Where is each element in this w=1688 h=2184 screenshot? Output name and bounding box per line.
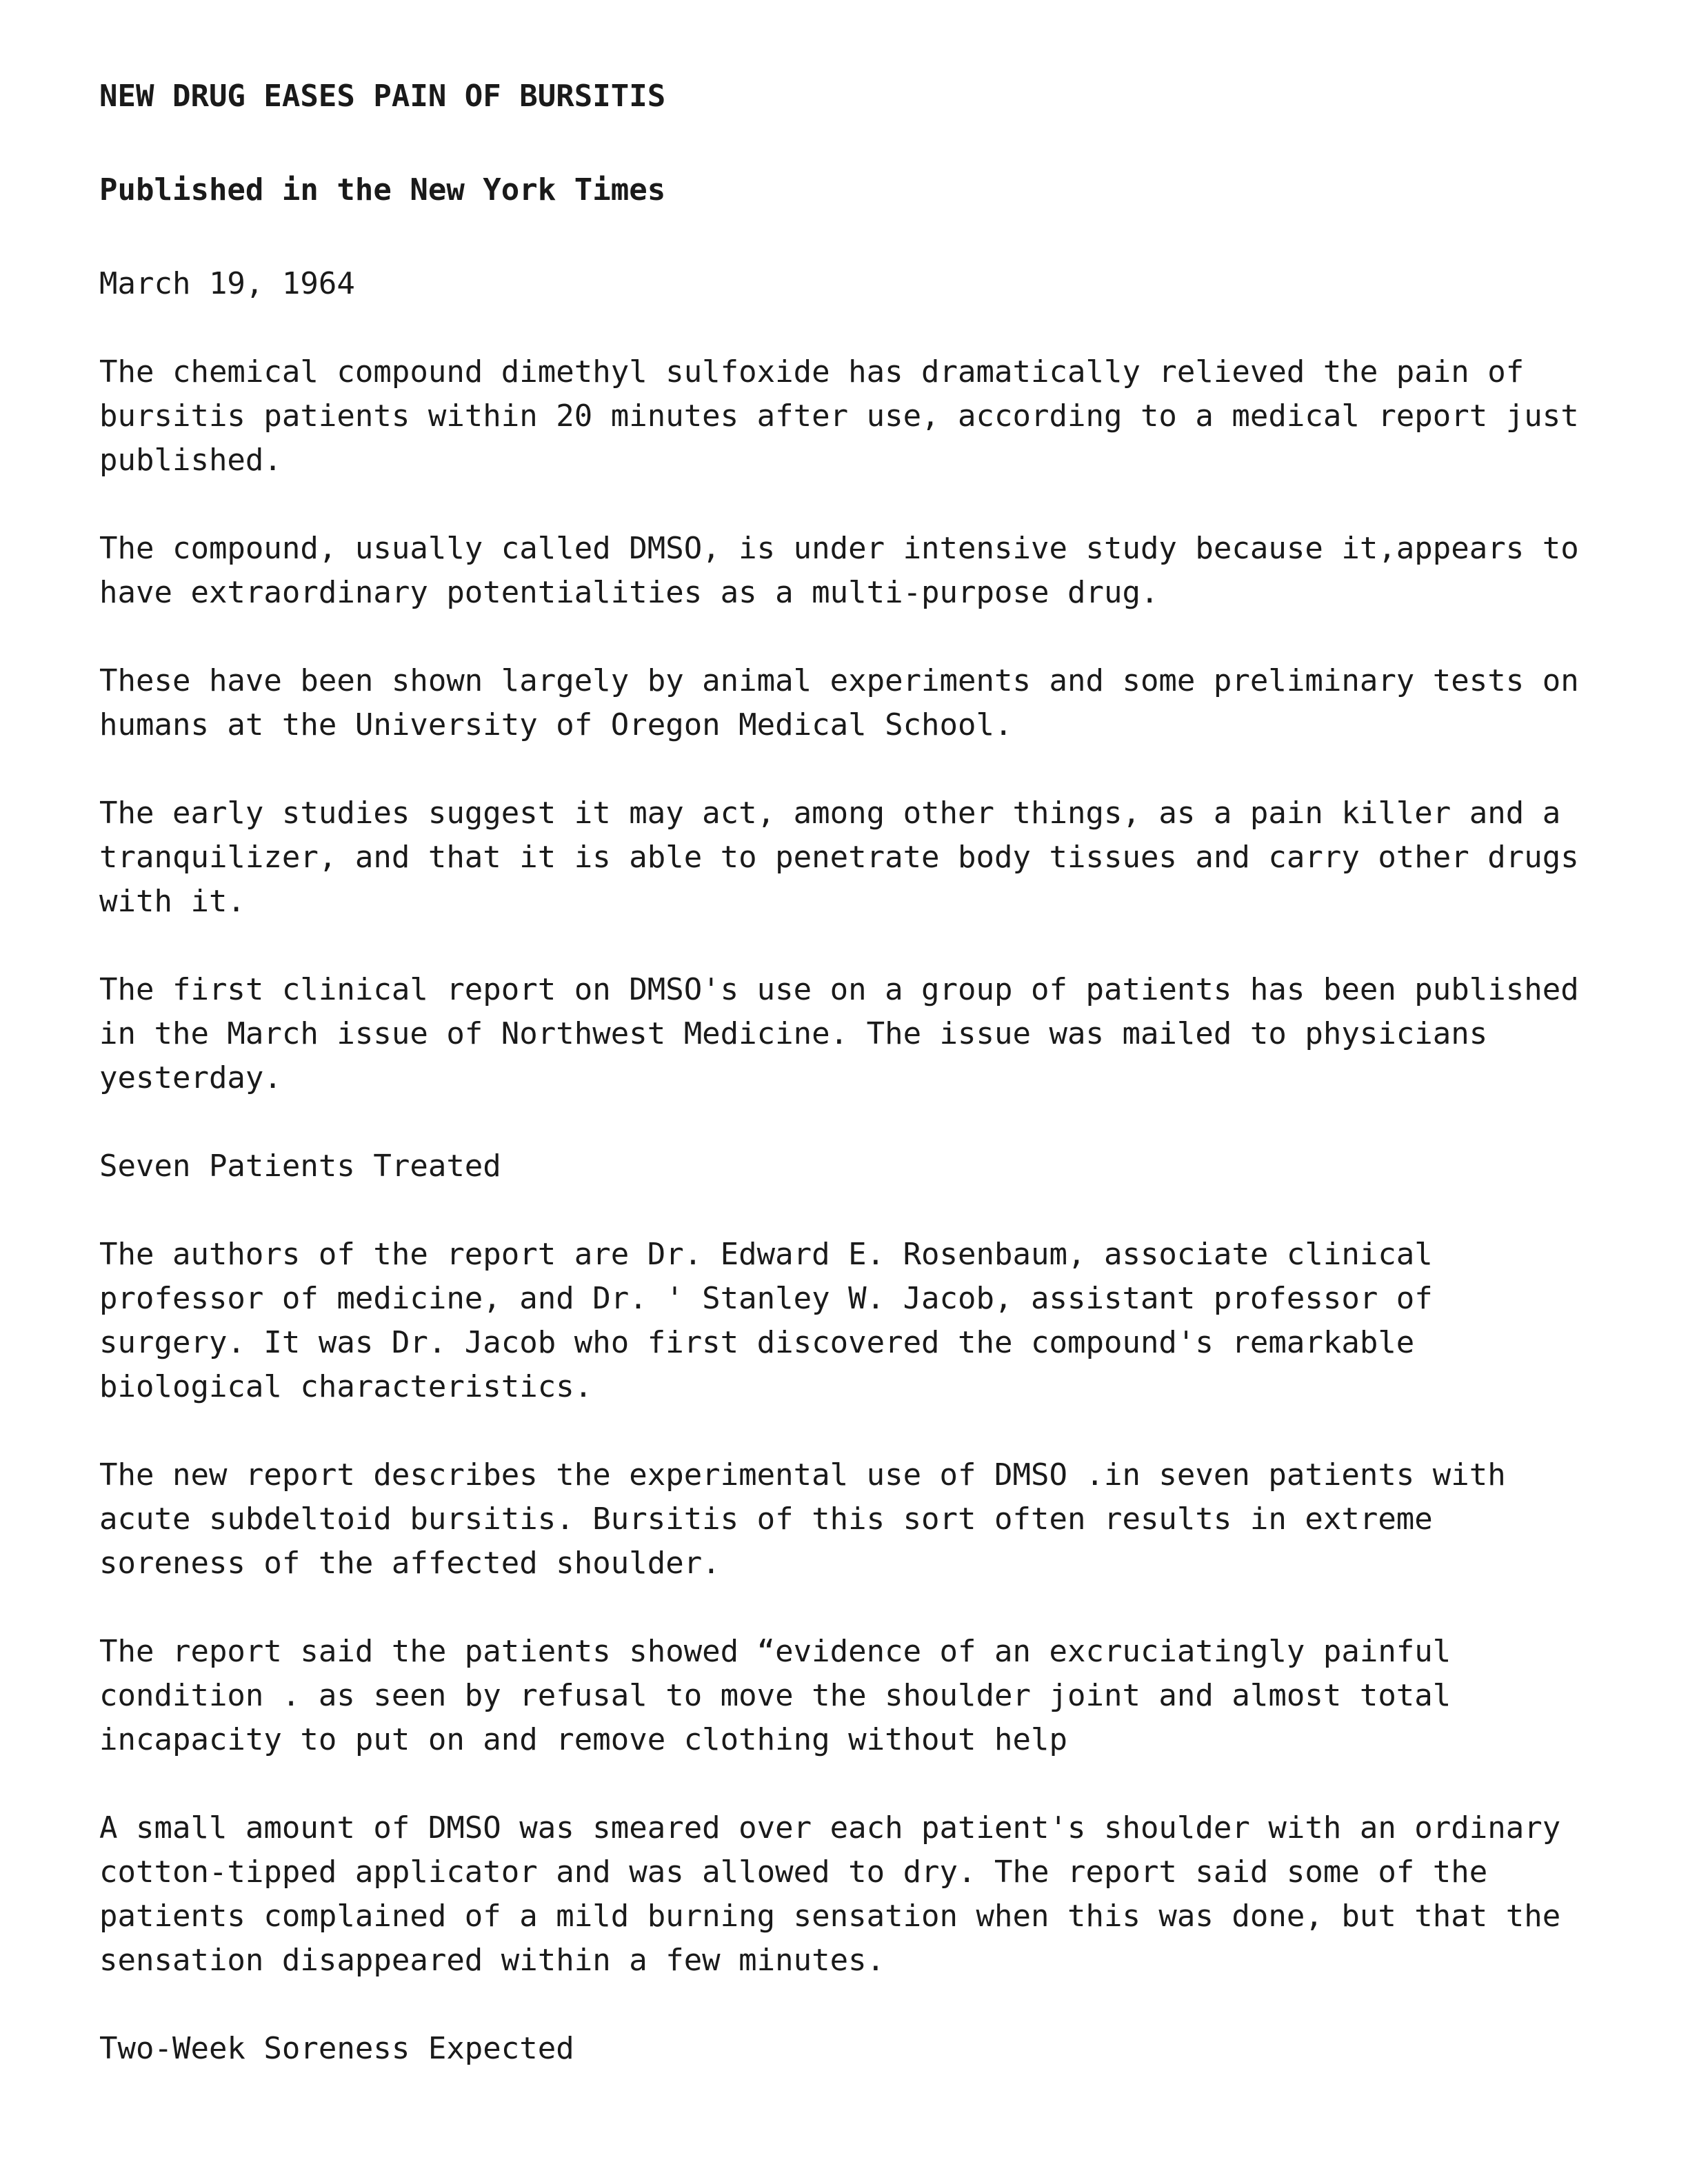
paragraph: The new report describes the experimental use of DMSO .in seven patients with acute subdeltoid bursitis. Bursitis of this sort often results in extreme soreness of the affected shoulder. xyxy=(99,1457,1506,1581)
paragraph: The compound, usually called DMSO, is under intensive study because it,appears to have extraordinary potentialities as a multi-purpose drug. xyxy=(99,531,1579,610)
paragraph: The first clinical report on DMSO's use on a group of patients has been published in the March issue of Northwest Medicine. The issue was mailed to physicians yesterday. xyxy=(99,972,1579,1095)
section-subhead: Two-Week Soreness Expected xyxy=(99,2031,574,2066)
article-body xyxy=(99,350,1616,2115)
paragraph: The report said the patients showed “evidence of an excruciatingly painful condition . as seen by refusal to move the shoulder joint and almost total incapacity to put on and remove clothing without help xyxy=(99,1634,1451,1757)
article-source: Published in the New York Times xyxy=(99,172,666,208)
paragraph: The chemical compound dimethyl sulfoxide has dramatically relieved the pain of bursitis patients within 20 minutes after use, according to a medical report just published. xyxy=(99,354,1579,478)
paragraph: The early studies suggest it may act, among other things, as a pain killer and a tranquilizer, and that it is able to penetrate body tissues and carry other drugs with it. xyxy=(99,796,1579,919)
section-subhead: Seven Patients Treated xyxy=(99,1149,501,1184)
article-date: March 19, 1964 xyxy=(99,266,355,301)
article-headline: NEW DRUG EASES PAIN OF BURSITIS xyxy=(99,79,666,114)
paragraph: The authors of the report are Dr. Edward E. Rosenbaum, associate clinical professor of medicine, and Dr. ' Stanley W. Jacob, assistant professor of surgery. It was Dr. Jacob who first discovered the compound's remarkable biological characteristics. xyxy=(99,1237,1433,1404)
paragraph: These have been shown largely by animal experiments and some preliminary tests on humans at the University of Oregon Medical School. xyxy=(99,663,1579,742)
paragraph: A small amount of DMSO was smeared over each patient's shoulder with an ordinary cotton-tipped applicator and was allowed to dry. The report said some of the patients complained of a mild burning sensation when this was done, but that the sensation disappeared within a few minutes. xyxy=(99,1810,1561,1978)
